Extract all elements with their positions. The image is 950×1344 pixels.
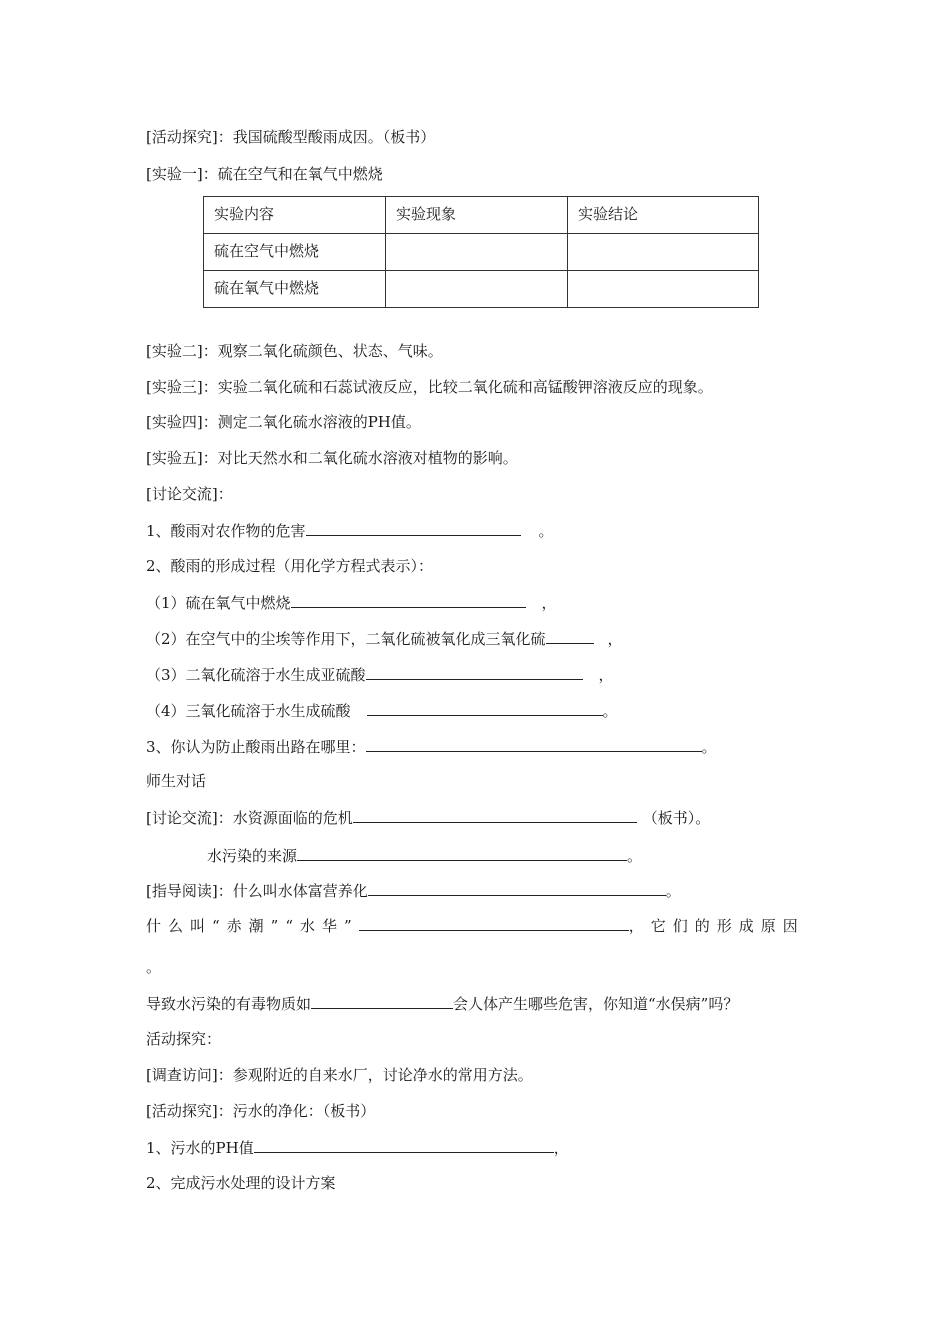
red-tide-question-end: ，它们的形成原因 xyxy=(628,917,805,935)
experiment-table xyxy=(203,196,759,308)
sub-question-4-end: 。 xyxy=(602,702,618,720)
table-cell-empty xyxy=(568,271,759,308)
table-row xyxy=(204,271,759,308)
table-cell-empty xyxy=(386,234,568,271)
question-2: 2、酸雨的形成过程（用化学方程式表示）： xyxy=(146,557,434,575)
answer-blank[interactable] xyxy=(306,520,521,536)
question-3-text: 3、你认为防止酸雨出路在哪里： xyxy=(146,738,366,756)
survey-visit: [调查访问]：参观附近的自来水厂，讨论净水的常用方法。 xyxy=(146,1066,533,1084)
water-pollution-source-end: 。 xyxy=(627,847,643,865)
sewage-design-plan: 2、完成污水处理的设计方案 xyxy=(146,1174,336,1192)
experiment-4: [实验四]：测定二氧化硫水溶液的PH值。 xyxy=(146,413,421,431)
discussion-water-crisis-end: （板书）。 xyxy=(642,809,711,827)
activity-sewage-purification: [活动探究]：污水的净化：（板书） xyxy=(146,1102,376,1120)
experiment-3: [实验三]：实验二氧化硫和石蕊试液反应，比较二氧化硫和高锰酸钾溶液反应的现象。 xyxy=(146,378,713,396)
teacher-student-dialogue: 师生对话 xyxy=(146,772,207,790)
sewage-ph-question xyxy=(146,1137,569,1158)
sub-question-4 xyxy=(146,700,618,721)
activity-explore-heading: 活动探究： xyxy=(146,1030,222,1048)
red-tide-question-text: 什么叫“赤潮”“水华” xyxy=(146,917,359,935)
sub-question-2-text: （2）在空气中的尘埃等作用下，二氧化硫被氧化成三氧化硫 xyxy=(146,630,546,648)
discussion-heading: [讨论交流]： xyxy=(146,485,233,503)
table-cell-empty xyxy=(386,271,568,308)
red-tide-question-period: 。 xyxy=(146,958,162,976)
water-pollution-source xyxy=(207,845,642,866)
question-1 xyxy=(146,520,554,541)
sub-question-3-end: ， xyxy=(598,666,614,684)
discussion-water-crisis-text: [讨论交流]：水资源面临的危机 xyxy=(146,809,353,827)
sewage-ph-end: ， xyxy=(553,1139,569,1157)
experiment-2: [实验二]：观察二氧化硫颜色、状态、气味。 xyxy=(146,342,443,360)
sub-question-2-end: ， xyxy=(607,630,623,648)
table-header-conclusion: 实验结论 xyxy=(568,197,759,234)
toxic-substance-question xyxy=(146,993,738,1014)
sub-question-3 xyxy=(146,664,614,685)
answer-blank[interactable] xyxy=(297,845,627,861)
toxic-substance-end: 会人体产生哪些危害，你知道“水俣病”吗？ xyxy=(453,995,739,1013)
guided-reading-eutrophication xyxy=(146,880,681,901)
sub-question-1-text: （1）硫在氧气中燃烧 xyxy=(146,594,291,612)
answer-blank[interactable] xyxy=(353,807,637,823)
sub-question-1 xyxy=(146,592,557,613)
answer-blank[interactable] xyxy=(366,736,702,752)
answer-blank[interactable] xyxy=(366,664,583,680)
sub-question-1-end: ， xyxy=(541,594,557,612)
sewage-ph-text: 1、污水的PH值 xyxy=(146,1139,254,1157)
red-tide-question xyxy=(146,915,805,936)
table-cell-content: 硫在空气中燃烧 xyxy=(204,234,386,271)
answer-blank[interactable] xyxy=(367,700,603,716)
answer-blank[interactable] xyxy=(254,1137,554,1153)
answer-blank[interactable] xyxy=(359,915,629,931)
toxic-substance-text: 导致水污染的有毒物质如 xyxy=(146,995,312,1013)
sub-question-2 xyxy=(146,628,623,649)
sub-question-4-text: （4）三氧化硫溶于水生成硫酸 xyxy=(146,702,351,720)
activity-heading-acid-rain: [活动探究]：我国硫酸型酸雨成因。（板书） xyxy=(146,128,436,146)
table-header-row xyxy=(204,197,759,234)
question-1-text: 1、酸雨对农作物的危害 xyxy=(146,522,306,540)
answer-blank[interactable] xyxy=(311,993,453,1009)
guided-reading-text: [指导阅读]：什么叫水体富营养化 xyxy=(146,882,368,900)
table-header-content: 实验内容 xyxy=(204,197,386,234)
question-1-end: 。 xyxy=(538,522,554,540)
table-cell-empty xyxy=(568,234,759,271)
sub-question-3-text: （3）二氧化硫溶于水生成亚硫酸 xyxy=(146,666,366,684)
answer-blank[interactable] xyxy=(291,592,526,608)
experiment-5: [实验五]：对比天然水和二氧化硫水溶液对植物的影响。 xyxy=(146,449,518,467)
answer-blank[interactable] xyxy=(546,628,594,644)
table-cell-content: 硫在氧气中燃烧 xyxy=(204,271,386,308)
water-pollution-source-text: 水污染的来源 xyxy=(207,847,298,865)
guided-reading-end: 。 xyxy=(665,882,681,900)
table-row xyxy=(204,234,759,271)
answer-blank[interactable] xyxy=(368,880,666,896)
table-header-phenomenon: 实验现象 xyxy=(386,197,568,234)
discussion-water-crisis xyxy=(146,807,710,828)
question-3 xyxy=(146,736,717,757)
question-3-end: 。 xyxy=(701,738,717,756)
experiment-1-heading: [实验一]：硫在空气和在氧气中燃烧 xyxy=(146,165,383,183)
